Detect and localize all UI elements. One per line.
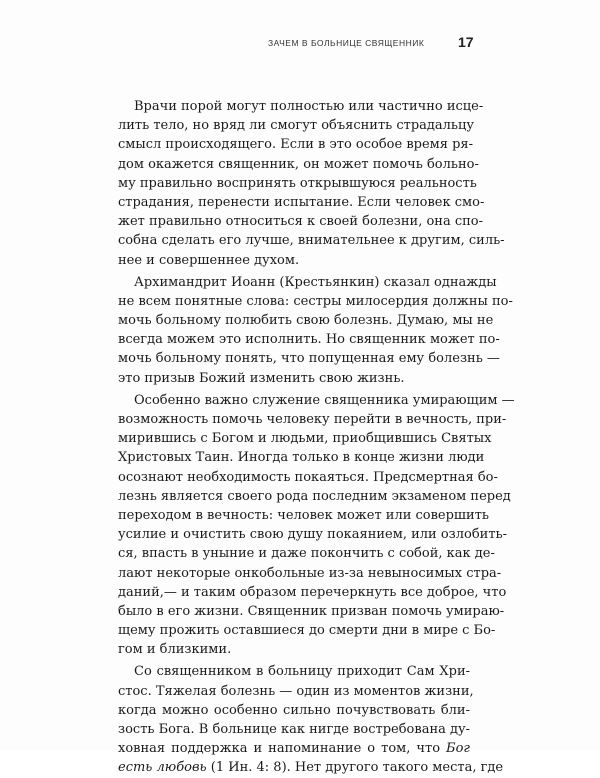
page-number: 17 (458, 34, 474, 50)
text-line: собна сделать его лучше, внимательнее к другим, силь- (118, 233, 505, 249)
text-line: мочь больному полюбить свою болезнь. Думаю, мы не (118, 313, 494, 329)
text-line: Врачи порой могут полностью или частично исце- (134, 99, 484, 114)
text-line: зость Бога. В больнице как нигде востребована ду- (118, 722, 471, 737)
text-line-with-italic (118, 739, 470, 758)
text-line: дом окажется священник, он может помочь больно- (118, 156, 479, 172)
text-line: усилие и очистить свою душу покаянием, или озлобить- (118, 527, 508, 543)
text-line: мочь больному понять, что попущенная ему болезнь — (118, 351, 500, 367)
text-line: всегда можем это исполнить. Но священник может по- (118, 332, 500, 348)
text-line: щему прожить оставшиеся до смерти дни в мире с Бо- (118, 623, 496, 639)
text-line: не всем понятные слова: сестры милосердия должны по- (118, 293, 513, 309)
text-line-with-italic (118, 758, 504, 777)
text-line: стос. Тяжелая болезнь — один из моментов жизни, (118, 683, 474, 699)
text-line: гом и близкими. (118, 642, 232, 658)
text-line: это призыв Божий изменить свою жизнь. (118, 370, 405, 386)
text-line-start: ховная поддержка и напоминание о том, что (118, 741, 441, 757)
text-line: жет правильно относиться к своей болезни, она спо- (118, 214, 483, 230)
text-line: Особенно важно служение священника умирающим — (134, 392, 515, 408)
text-line: лают некоторые онкобольные из-за невыносимых стра- (118, 565, 502, 581)
text-line: нее и совершеннее духом. (118, 252, 300, 268)
text-line: Архимандрит Иоанн (Крестьянкин) сказал однажды (134, 274, 497, 290)
italic-quote-part-2: есть любовь (118, 760, 207, 776)
text-line: ся, впасть в уныние и даже покончить с собой, как де- (118, 546, 495, 562)
text-line: возможность помочь человеку перейти в вечность, при- (118, 412, 507, 427)
text-line: Христовых Таин. Иногда только в конце жизни люди (118, 450, 485, 466)
text-line: когда можно особенно сильно почувствовать бли- (118, 702, 470, 718)
text-line: смысл происходящего. Если в это особое время ря- (118, 137, 474, 153)
text-line: лить тело, но вряд ли смогут объяснить страдальцу (118, 118, 475, 134)
text-line: му правильно воспринять открывшуюся реальность (118, 175, 477, 191)
text-line: было в его жизни. Священник призван помочь умираю- (118, 603, 505, 619)
text-line: осознают необходимость покаяться. Предсмертная бо- (118, 469, 498, 485)
text-line: Со священником в больницу приходит Сам Хри- (134, 664, 470, 680)
text-line: мирившись с Богом и людьми, приобщившись Святых (118, 431, 492, 447)
text-line: переходом в вечность: человек может или совершить (118, 507, 489, 523)
italic-quote-part-1: Бог (446, 741, 470, 757)
text-line-tail: (1 Ин. 4: 8). Нет другого такого места, где (206, 760, 504, 776)
running-title: ЗАЧЕМ В БОЛЬНИЦЕ СВЯЩЕННИК (268, 38, 425, 48)
text-line: даний,— и таким образом перечеркнуть все доброе, что (118, 584, 507, 600)
text-line: страдания, перенести испытание. Если человек смо- (118, 194, 485, 210)
body-text (118, 97, 515, 778)
text-line: лезнь является своего рода последним экзаменом перед (118, 488, 511, 504)
